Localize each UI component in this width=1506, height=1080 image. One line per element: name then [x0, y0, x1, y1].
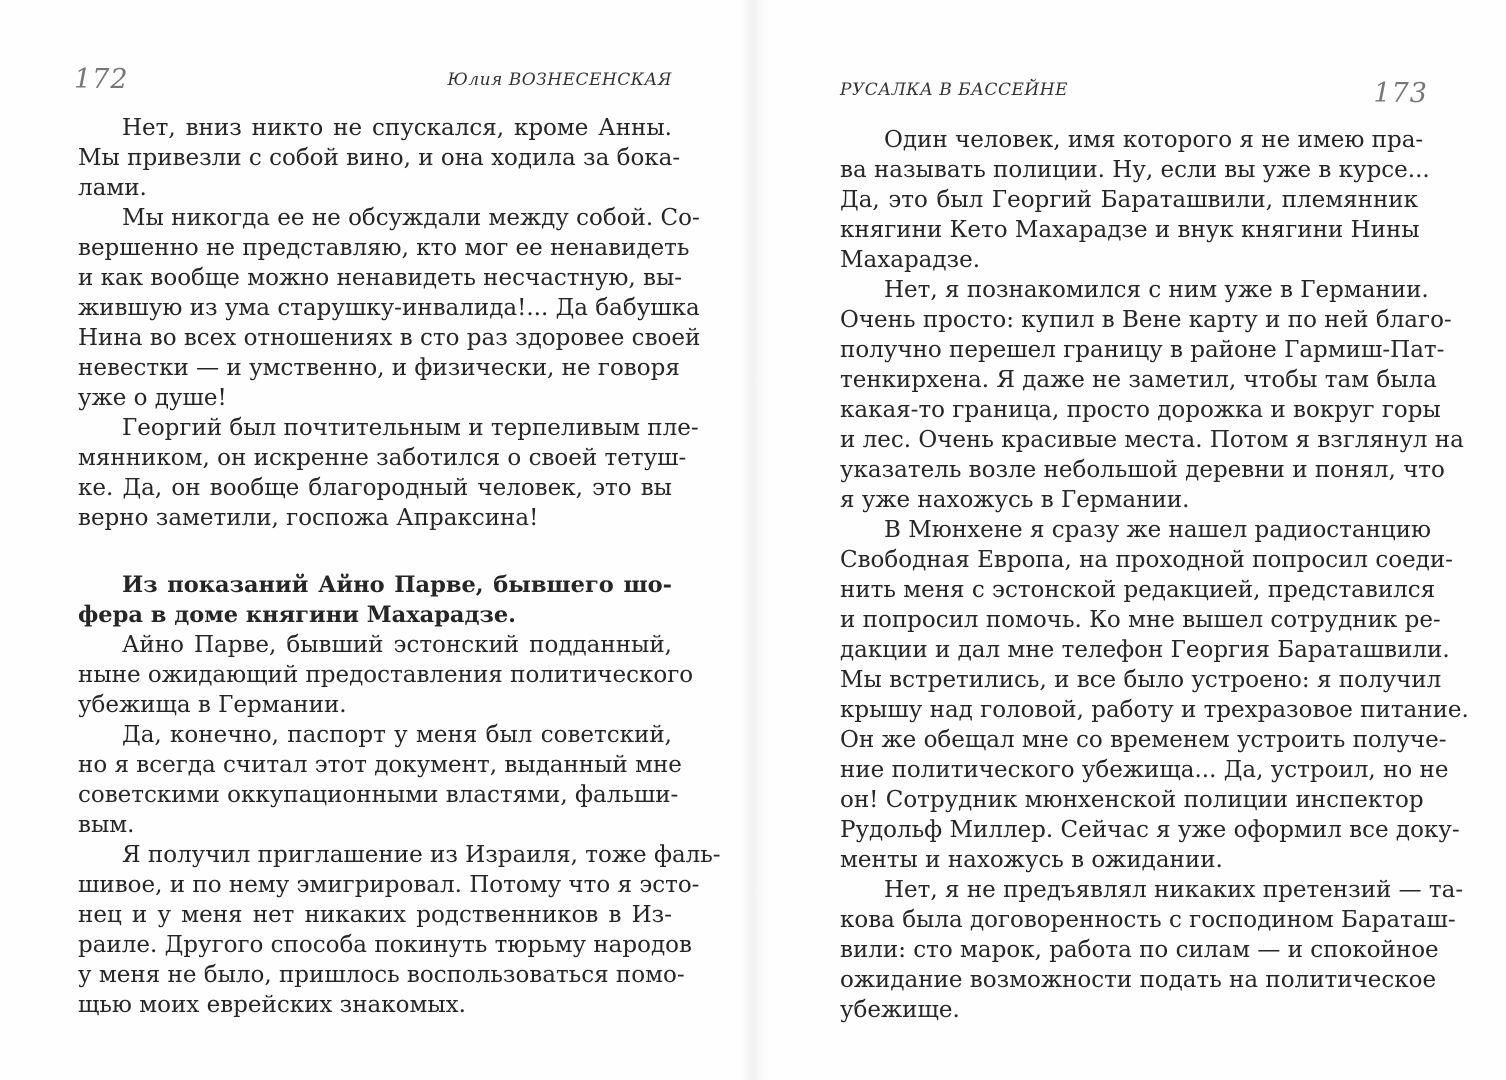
text-line: Он же обещал мне со временем устроить получе- [840, 727, 1447, 753]
text-line: уже о душе! [78, 385, 227, 411]
text-line: Нет, вниз никто не спускался, кроме Анны. [122, 115, 672, 141]
text-line: указатель возле небольшой деревни и понял, что [840, 457, 1445, 483]
text-line: Мы никогда ее не обсуждали между собой. Со- [122, 205, 700, 231]
section-gap [78, 533, 672, 570]
text-line: Нет, я не предъявлял никаких претензий — та- [884, 877, 1464, 903]
running-head: РУСАЛКА В БАССЕЙНЕ [840, 80, 1068, 100]
text-line: убежище. [840, 997, 960, 1023]
page-body-text [840, 125, 1469, 1025]
text-line: вершенно не представляю, кто мог ее ненавидеть [78, 235, 690, 261]
text-line: тенкирхена. Я даже не заметил, чтобы там была [840, 367, 1437, 393]
text-line: менты и нахожусь в ожидании. [840, 847, 1223, 873]
text-line: Махарадзе. [840, 247, 981, 273]
text-line: Мы привезли с собой вино, и она ходила за бока- [78, 145, 681, 171]
page-number: 172 [74, 64, 129, 95]
text-line: Да, это был Георгий Бараташвили, племянник [840, 187, 1418, 213]
text-line: я уже нахожусь в Германии. [840, 487, 1190, 513]
text-line: крышу над головой, работу и трехразовое питание. [840, 697, 1469, 723]
text-line: и как вообще можно ненавидеть несчастную, вы- [78, 265, 683, 291]
page-body-text [78, 113, 721, 1020]
text-line: вым. [78, 812, 135, 838]
left-page [74, 0, 721, 1080]
text-line: советскими оккупационными властями, фальши- [78, 782, 679, 808]
text-line: ва называть полиции. Ну, если вы уже в курсе... [840, 157, 1430, 183]
text-line: кова была договоренность с господином Бараташ- [840, 907, 1456, 933]
text-line: княгини Кето Махарадзе и внук княгини Нины [840, 217, 1420, 243]
text-line: ние политического убежища... Да, устроил, но не [840, 757, 1449, 783]
text-line: Нет, я познакомился с ним уже в Германии. [884, 277, 1429, 303]
text-line: Рудольф Миллер. Сейчас я уже оформил все доку- [840, 817, 1460, 843]
text-line: у меня не было, пришлось воспользоваться помо- [78, 962, 685, 988]
text-line: шивое, и по нему эмигрировал. Потому что я эсто- [78, 872, 700, 898]
text-line: ныне ожидающий предоставления политического [78, 662, 694, 688]
text-line: ке. Да, он вообще благородный человек, это вы [78, 475, 672, 501]
text-line: Мы встретились, и все было устроено: я получил [840, 667, 1442, 693]
text-line: Очень просто: купил в Вене карту и по ней благо- [840, 307, 1452, 333]
section-heading-line: фера в доме княгини Махарадзе. [78, 602, 517, 628]
text-line: Айно Парве, бывший эстонский подданный, [122, 632, 672, 658]
text-line: и попросил помочь. Ко мне вышел сотрудник ре- [840, 607, 1441, 633]
text-line: жившую из ума старушку-инвалида!... Да бабушка [78, 295, 700, 321]
text-line: Георгий был почтительным и терпеливым пле- [122, 415, 699, 441]
text-line: нить меня с эстонской редакцией, представился [840, 577, 1436, 603]
right-page [840, 0, 1469, 1080]
text-line: получно перешел границу в районе Гармиш-Пат- [840, 337, 1445, 363]
running-head: Юлия ВОЗНЕСЕНСКАЯ [447, 70, 672, 90]
text-line: Нина во всех отношениях в сто раз здоровее своей [78, 325, 701, 351]
text-line: В Мюнхене я сразу же нашел радиостанцию [884, 517, 1432, 543]
text-line: раиле. Другого способа покинуть тюрьму народов [78, 932, 692, 958]
text-line: и лес. Очень красивые места. Потом я взглянул на [840, 427, 1464, 453]
text-line: мянником, он искренне заботился о своей тетуш- [78, 445, 687, 471]
text-line: какая-то граница, просто дорожка и вокруг горы [840, 397, 1441, 423]
page-number: 173 [1373, 78, 1428, 109]
text-line: ожидание возможности подать на политическое [840, 967, 1437, 993]
text-line: невестки — и умственно, и физически, не говоря [78, 355, 680, 381]
text-line: вили: сто марок, работа по силам — и спокойное [840, 937, 1439, 963]
text-line: Я получил приглашение из Израиля, тоже фаль- [122, 842, 721, 868]
text-line: Свободная Европа, на проходной попросил соеди- [840, 547, 1453, 573]
text-line: дакции и дал мне телефон Георгия Бараташвили. [840, 637, 1450, 663]
text-line: но я всегда считал этот документ, выданный мне [78, 752, 682, 778]
text-line: верно заметили, госпожа Апраксина! [78, 505, 539, 531]
text-line: Один человек, имя которого я не имею пра- [884, 127, 1424, 153]
text-line: он! Сотрудник мюнхенской полиции инспектор [840, 787, 1424, 813]
text-line: убежища в Германии. [78, 692, 347, 718]
text-line: нец и у меня нет никаких родственников в Из- [78, 902, 672, 928]
section-heading-line: Из показаний Айно Парве, бывшего шо- [122, 572, 672, 598]
text-line: щью моих еврейских знакомых. [78, 992, 466, 1018]
text-line: Да, конечно, паспорт у меня был советский, [122, 722, 672, 748]
book-gutter [740, 0, 766, 1080]
text-line: лами. [78, 175, 147, 201]
